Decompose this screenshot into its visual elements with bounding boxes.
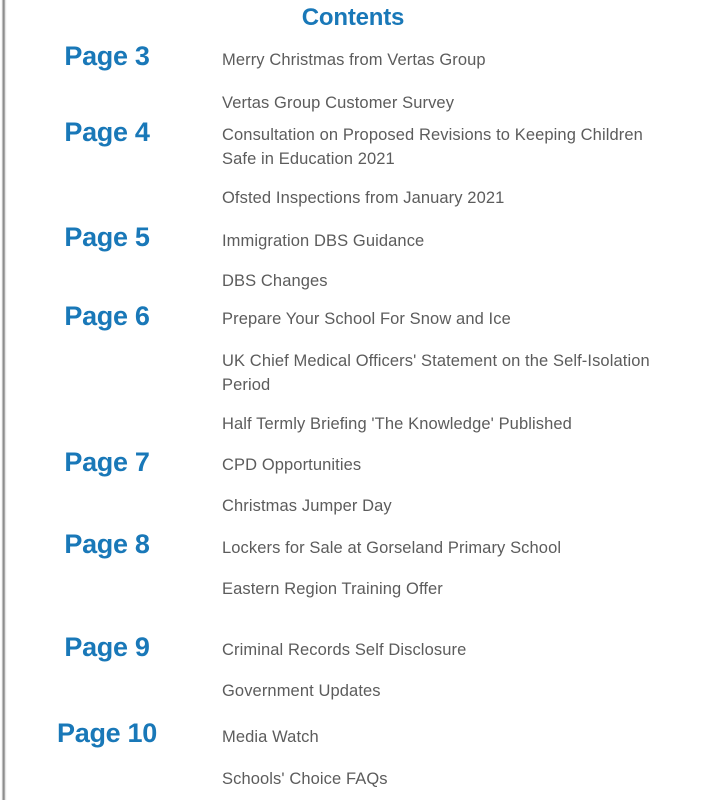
- toc-entry-title[interactable]: Half Termly Briefing 'The Knowledge' Published: [222, 415, 572, 433]
- toc-entry-title[interactable]: Media Watch: [222, 728, 319, 746]
- page-number-label: Page 3: [64, 41, 150, 71]
- toc-entry-title[interactable]: Eastern Region Training Offer: [222, 580, 443, 598]
- toc-entry-title[interactable]: Merry Christmas from Vertas Group: [222, 51, 486, 69]
- page-number-label: Page 10: [57, 718, 157, 748]
- toc-entry-title[interactable]: CPD Opportunities: [222, 456, 362, 474]
- toc-entry-title[interactable]: Consultation on Proposed Revisions to Keeping Children Safe in Education 2021: [222, 126, 643, 168]
- page-number-label: Page 8: [64, 529, 150, 559]
- page-edge-shadow: [0, 0, 7, 800]
- toc-entry-title[interactable]: Prepare Your School For Snow and Ice: [222, 310, 511, 328]
- toc-entry-title[interactable]: Schools' Choice FAQs: [222, 770, 388, 788]
- toc-entry-title[interactable]: Immigration DBS Guidance: [222, 232, 425, 250]
- page-number-label: Page 6: [64, 301, 150, 331]
- page-title: Contents: [301, 4, 405, 31]
- toc-entry-title[interactable]: Government Updates: [222, 682, 381, 700]
- page-number-label: Page 5: [64, 222, 150, 252]
- toc-entry-title[interactable]: Vertas Group Customer Survey: [222, 94, 455, 112]
- toc-entry-title[interactable]: Criminal Records Self Disclosure: [222, 641, 467, 659]
- toc-entry-title[interactable]: UK Chief Medical Officers' Statement on the Self-Isolation Period: [222, 352, 650, 394]
- toc-entry-title[interactable]: Ofsted Inspections from January 2021: [222, 189, 505, 207]
- page-number-label: Page 7: [64, 447, 150, 477]
- toc-entry-title[interactable]: Lockers for Sale at Gorseland Primary School: [222, 539, 562, 557]
- toc-entry-title[interactable]: DBS Changes: [222, 272, 328, 290]
- page-number-label: Page 4: [64, 117, 150, 147]
- page-number-label: Page 9: [64, 632, 150, 662]
- toc-entry-title[interactable]: Christmas Jumper Day: [222, 497, 392, 515]
